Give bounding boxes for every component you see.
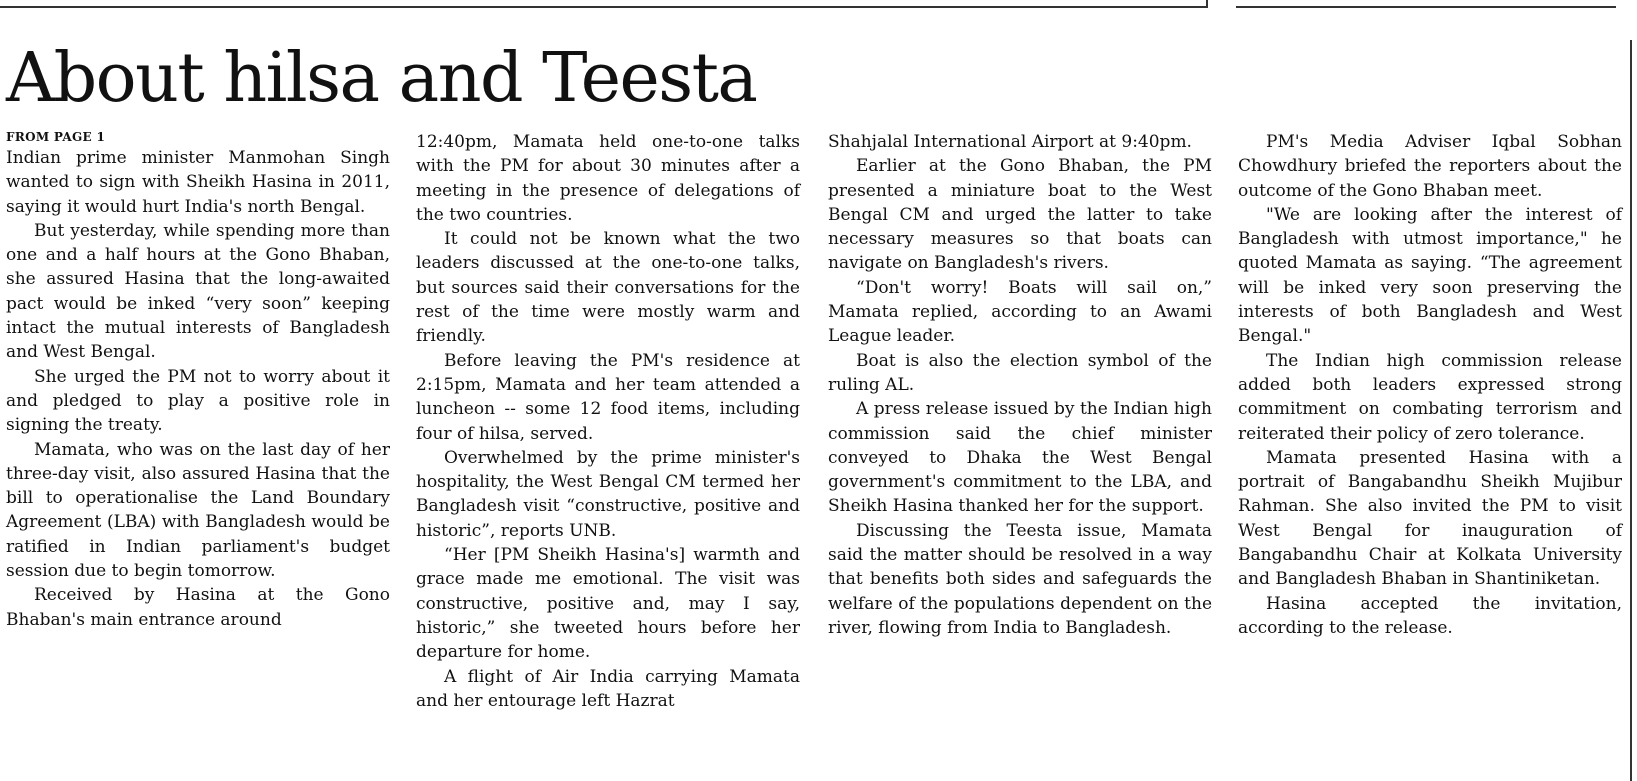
top-rule-left [0, 0, 1208, 8]
column-4 [1238, 130, 1622, 640]
kicker: FROM PAGE 1 [6, 130, 106, 144]
paragraph: 12:40pm, Mamata held one-to-one talks with the PM for about 30 minutes after a meeting in the presence of delegations of the two countries. [416, 132, 800, 225]
paragraph: Shahjalal International Airport at 9:40pm. [828, 132, 1192, 152]
paragraph: Mamata, who was on the last day of her three-day visit, also assured Hasina that the bill to operationalise the Land Boundary Agreement (LBA) with Bangladesh would be ratified in Indian parliament's budget session due to begin tomorrow. [6, 439, 390, 582]
paragraph: Boat is also the election symbol of the ruling AL. [828, 350, 1212, 395]
paragraph: She urged the PM not to worry about it and pledged to play a positive role in signing the treaty. [6, 366, 390, 436]
paragraph: Earlier at the Gono Bhaban, the PM presented a miniature boat to the West Bengal CM and urged the latter to take necessary measures so that boats can navigate on Bangladesh's rivers. [828, 156, 1212, 274]
headline: About hilsa and Teesta [6, 39, 757, 118]
column-2 [416, 130, 800, 713]
paragraph: Before leaving the PM's residence at 2:15pm, Mamata and her team attended a luncheon -- some 12 food items, including four of hilsa, served. [416, 350, 800, 444]
paragraph: Discussing the Teesta issue, Mamata said the matter should be resolved in a way that benefits both sides and safeguards the welfare of the populations dependent on the river, flowing from India to Bangladesh. [828, 520, 1212, 638]
paragraph: It could not be known what the two leaders discussed at the one-to-one talks, but sources said their conversations for the rest of the time were mostly warm and friendly. [416, 229, 800, 347]
column-1 [6, 130, 390, 632]
paragraph: “Don't worry! Boats will sail on,” Mamata replied, according to an Awami League leader. [828, 277, 1212, 347]
paragraph: Received by Hasina at the Gono Bhaban's main entrance around [6, 585, 390, 630]
paragraph: PM's Media Adviser Iqbal Sobhan Chowdhury briefed the reporters about the outcome of the Gono Bhaban meet. [1238, 132, 1622, 201]
column-3 [828, 130, 1212, 640]
paragraph: A flight of Air India carrying Mamata and her entourage left Hazrat [416, 666, 800, 711]
paragraph: Hasina accepted the invitation, according to the release. [1238, 593, 1622, 638]
paragraph: Indian prime minister Manmohan Singh wanted to sign with Sheikh Hasina in 2011, saying it would hurt India's north Bengal. [6, 148, 390, 217]
top-rule-right [1236, 0, 1616, 8]
side-rule [1630, 40, 1632, 781]
article-body [6, 130, 1620, 770]
paragraph: The Indian high commission release added both leaders expressed strong commitment on combating terrorism and reiterated their policy of zero tolerance. [1238, 350, 1622, 444]
paragraph: "We are looking after the interest of Bangladesh with utmost importance," he quoted Mamata as saying. “The agreement will be inked very soon preserving the interests of both Bangladesh and West Bengal." [1238, 204, 1622, 347]
paragraph: But yesterday, while spending more than one and a half hours at the Gono Bhaban, she assured Hasina that the long-awaited pact would be inked “very soon” keeping intact the mutual interests of Bangladesh and West Bengal. [6, 220, 390, 363]
paragraph: “Her [PM Sheikh Hasina's] warmth and grace made me emotional. The visit was constructive, positive and, may I say, historic,” she tweeted hours before her departure for home. [416, 545, 800, 663]
paragraph: Overwhelmed by the prime minister's hospitality, the West Bengal CM termed her Bangladesh visit “constructive, positive and historic”, reports UNB. [416, 447, 800, 541]
paragraph: A press release issued by the Indian high commission said the chief minister conveyed to Dhaka the West Bengal government's commitment to the LBA, and Sheikh Hasina thanked her for the support. [828, 399, 1212, 517]
paragraph: Mamata presented Hasina with a portrait of Bangabandhu Sheikh Mujibur Rahman. She also invited the PM to visit West Bengal for inauguration of Bangabandhu Chair at Kolkata University and Bangladesh Bhaban in Shantiniketan. [1238, 447, 1622, 590]
